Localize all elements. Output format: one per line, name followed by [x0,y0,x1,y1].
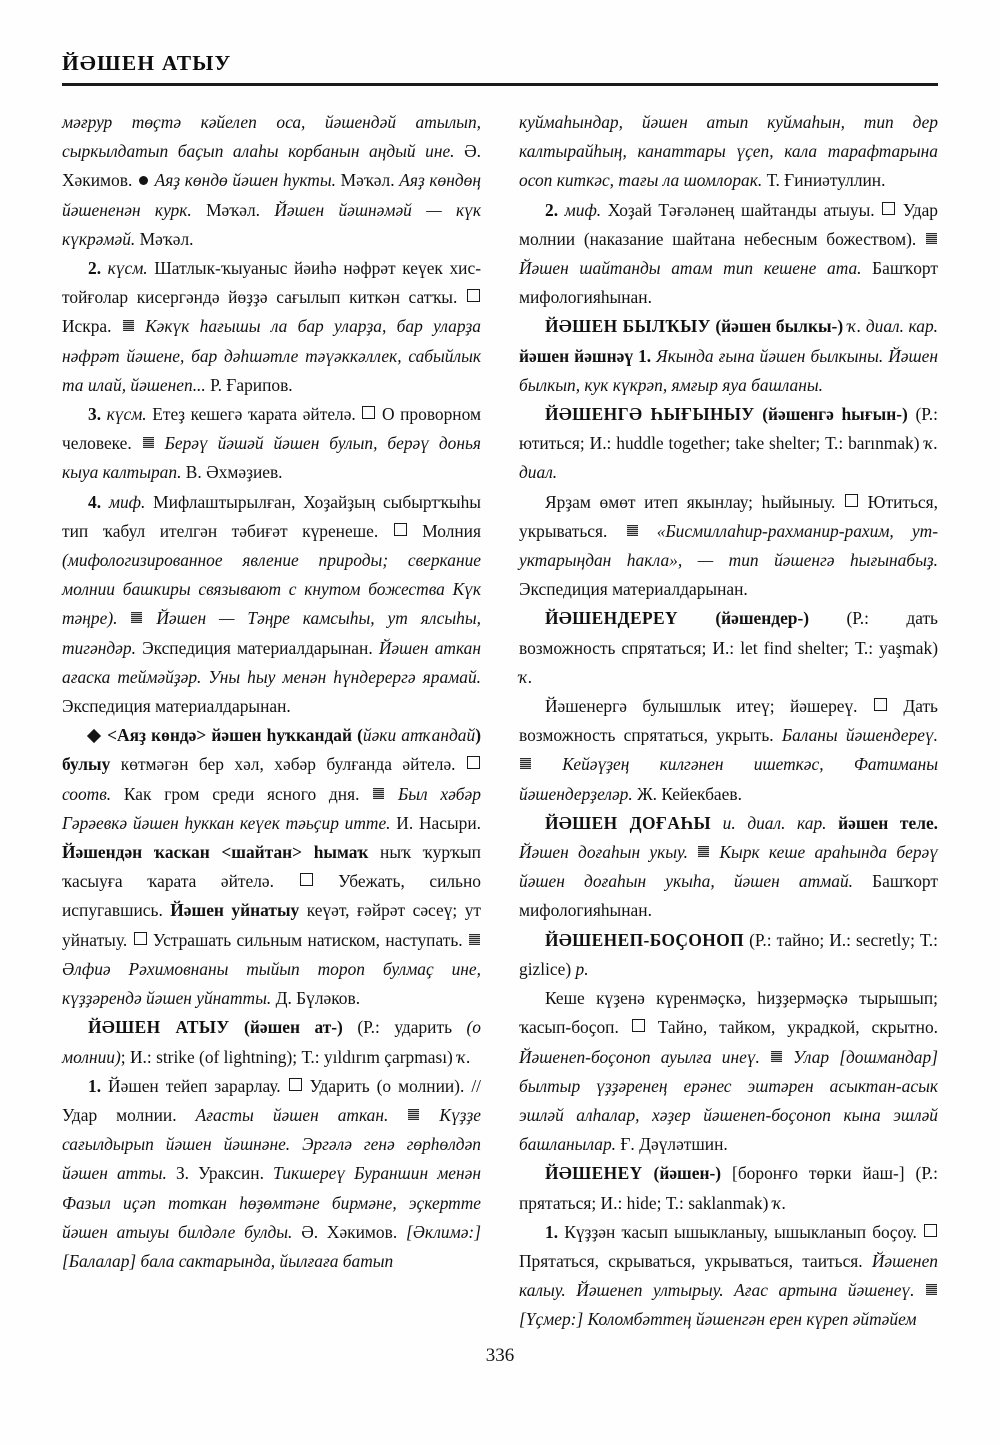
open-square-marker [632,1019,645,1032]
definition-bashkir: ныҡ ҡурҡып ҡасыуға ҡарата әйтелә. [62,842,481,892]
definition-bashkir: Хоҙай Тәғәләнең шайтанды атыуы. [607,199,875,220]
definition-bashkir: Етеҙ кешегә ҡарата әйтелә. [152,404,356,425]
example-source: Д. Бүләков. [275,988,361,1009]
entry-headword: ЙӘШЕН АТЫУ [88,1017,230,1038]
sense-number: 1. [545,1221,559,1242]
example-quote: Берәү йәшәй йәшен булып, берәү донья кыуа калтырап. [62,433,481,483]
example-source: Башҡорт мифологияһынан. [519,871,938,921]
gloss-ru-label: Р.: [921,404,938,425]
sense-number: 3. [88,404,102,425]
example-quote: Йәшенеп калыу. Йәшенеп ултырыу. Ағас артына йәшенеү. [519,1250,938,1301]
text-columns [62,108,938,1335]
proverb-3-label: Мәҡәл. [139,228,194,249]
shaded-square-marker [771,1051,782,1062]
definition-bashkir: Күҙҙән ҡасып ышыкланыу, ышыкланып боҫоу. [564,1221,917,1242]
example-quote: «Бисмиллаһир-рахманир-рахим, ут-уктарыңдан һакла», — тип йәшенгә һығынабыҙ. [519,520,938,571]
entry-yashen-atyu-sense-1 [62,1072,481,1276]
shaded-square-marker [627,525,638,536]
example-quote-bracketed: [Әклимә:] [Балалар] бала сактарында, йылғаға батып [62,1221,481,1271]
definition-russian: Искра. [62,316,112,337]
usage-label: миф. [564,199,602,220]
open-square-marker [289,1078,302,1091]
definition-bashkir: Кеше күҙенә күренмәҫкә, һиҙҙермәҫкә тырышып; ҡасып-боҫоп. [519,988,938,1038]
example-quote: Йәшен аткан ағаска теймәйҙәр. Уны һыу менән һүндерергә ярамай. [62,637,481,687]
example-source: З. Ураксин. [175,1163,264,1184]
gloss-ru-label: Р.: [363,1017,380,1038]
proverb-1: Аяҙ көндө йәшен һукты. [154,170,336,191]
definition-russian: Устрашать сильным натиском, наступать. [152,929,463,950]
example-source: И. Насыри. [396,812,481,833]
gloss-en: huddle together; take shelter; [616,433,821,454]
gloss-ru: ютиться; [519,433,585,454]
gloss-ru: прятаться; [519,1192,597,1213]
part-of-speech: ҡ. [519,666,533,687]
entry-headword: ЙӘШЕНДЕРЕҮ [545,608,678,629]
gloss-en-label: И.: [600,1192,623,1213]
usage-label: миф. [108,491,146,512]
continuation-paragraph [519,108,938,196]
definition-bashkir: көтмәгән бер хәл, хәбәр булғанда әйтелә. [120,754,456,775]
quote-source: Т. Ғиниәтуллин. [766,170,886,191]
gloss-en-label: И.: [129,1046,152,1067]
example-quote: Якында ғына йәшен былкыны. Йәшен былкып, кук күкрәп, ямғыр яуа башланы. [519,345,938,395]
bullet-marker [139,176,148,185]
definition-russian: Удар молнии (наказание шайтана небесным божеством). [519,199,938,249]
gloss-tr: saklanmak) [688,1192,769,1213]
sense-2 [519,196,938,313]
shaded-square-marker [408,1109,419,1120]
example-quote: Кейәүҙең килгәнен ишеткәс, Фатиманы йәшендерҙеләр. [519,754,938,804]
sense-4 [62,488,481,722]
example-source: В. Әхмәҙиев. [185,462,283,483]
example-quote: Кырк кеше араһында берәү йәшен доғаһын укыһа, йәшен атмай. [519,842,938,892]
entry-bosonop-body [519,984,938,1159]
example-quote: Йәшен шайтанды атам тип кешене ата. [519,258,862,279]
running-head-title: ЙӘШЕН АТЫУ [62,51,232,75]
gloss-tr-label: Т.: [301,1046,320,1067]
idiom-variant: йәки атҡандай [362,725,476,746]
example-quote: Йәшенеп-боҫоноп ауылға инеү. [519,1046,760,1067]
definition-russian: Ютиться, укрываться. [519,491,938,541]
sense-number: 1. [88,1075,102,1096]
entry-yashenu: ЙӘШЕНЕҮ (йәшен-) [боронғо төрки йаш-] (Р.: прятаться; И.: hide; Т.: saklanmak) ҡ. [519,1163,938,1213]
proverb-2: Аяҙ көндөң йәшененән курк. [62,170,481,220]
gloss-tr-label: Т.: [919,929,938,950]
gloss-en-label: И.: [589,433,612,454]
entry-yashenderu-body [519,692,938,809]
usage-label: күсм. [106,404,147,425]
shaded-square-marker [123,320,134,331]
shaded-square-marker [373,788,384,799]
shaded-square-marker [926,233,937,244]
sense-2 [62,254,481,400]
entry-labels: диал. кар. [865,316,938,337]
quote-source: Ә. Хәкимов. [62,141,481,191]
etymology: [боронғо төрки йаш-] [732,1163,905,1184]
definition-russian-paren: (мифологизированное явление природы; сверкание молнии башкиры связывают с кнутом божества Күк тәңре). [62,550,481,629]
shaded-square-marker [698,846,709,857]
shaded-square-marker [469,934,480,945]
cross-reference: йәшен йәшнәү [519,345,634,366]
open-square-marker [134,932,147,945]
entry-headword: ЙӘШЕНЕҮ [545,1163,643,1184]
open-square-marker [467,756,480,769]
open-square-marker [882,202,895,215]
open-square-marker [845,494,858,507]
idiom-headword: Йәшендән ҡаскан <шайтан> һымаҡ [62,842,369,863]
proverb-2-label: Мәҡәл. [206,199,260,220]
example-source: Экспедиция материалдарынан. [519,579,748,600]
gloss-tr: yıldırım çarpması) [323,1046,453,1067]
sense-number: 4. [88,491,102,512]
open-square-marker [924,1224,937,1237]
gloss-ru: тайно; [776,929,825,950]
gloss-en: secretly; [856,929,915,950]
definition-bashkir: кеүәт, ғәйрәт сәсеү; ут уйнатыу. [62,900,481,950]
example-quote: Күҙҙе сағылдырып йәшен йәшнәне. Эргәлә генә гөрһөлдәп йәшен атты. [62,1104,481,1184]
example-quote: Баланы йәшендереү. [781,725,938,746]
gloss-ru: ударить [394,1017,453,1038]
gloss-en-label: И.: [829,929,851,950]
entry-headword: ЙӘШЕНЕП-БОҪОНОП [545,929,745,950]
example-quote: Ағасты йәшен аткан. [195,1104,389,1125]
entry-label: диал. [519,462,558,483]
example-source: Башҡорт мифологияһынан. [519,258,938,308]
example-quote-bracketed: [Үҫмер:] Коломбәттең йәшенгән ерен күреп әйтәйем [519,1309,917,1330]
example-quote: Улар [дошмандар] былтыр үҙҙәренең ерәнес эштәрен асыктан-асык эшләй алһалар, хәҙер йәшенеп-боҫоноп кына эшләй башланылар. [519,1046,938,1155]
example-quote: Был хәбәр Гәрәевкә йәшен һуккан кеүек тәьҫир итте. [62,783,481,833]
definition-bashkir: Мифлаштырылған, Хоҙайҙың сыбыртҡыһы тип ҡабул ителгән тәбиғәт күренеше. [62,491,481,541]
entry-yashen-dogahy [519,809,938,926]
definition-bashkir: Шатлык-ҡыуаныс йәиһә нәфрәт кеүек хис-тойғолар кисергәндә йөҙҙә сағылып киткән сатҡы. [62,258,481,308]
quote-text: куймаһындар, йәшен атып куймаһын, тип дер калтырайһың, канаттары үҫеп, кала тарафтарына осоп киткәс, тағы ла шомлорак. [519,112,938,191]
gloss-tr: yaşmak) [879,637,939,658]
column-left [62,108,481,1335]
entry-stem: (йәшен-) [653,1163,722,1184]
gloss-ru: дать возможность спрятаться; [519,608,938,658]
idiom-headword: <Аяҙ көндә> йәшен һуҡкандай ( [107,725,363,746]
gloss-tr-label: Т.: [665,1192,684,1213]
gloss-en: strike (of lightning) [156,1046,293,1067]
definition-russian: Молния [422,520,481,541]
entry-stem: (йәшенгә һығын-) [762,404,908,425]
definition-russian: Ударить (о молнии). // Удар молнии. [62,1075,481,1125]
open-square-marker [874,698,887,711]
definition-russian: Дать возможность спрятаться, укрыть. [519,696,938,746]
definition-bashkir: Йәшен тейеп зарарлау. [108,1075,281,1096]
definition-russian: О проворном человеке. [62,404,481,454]
entry-labels: диал. кар. [747,812,827,833]
entry-hyginiu-body [519,488,938,605]
entry-stem: (йәшен былкы-) [715,316,844,337]
gloss-ru-paren: (о молнии) [62,1017,481,1067]
entry-yashen-atyu: ЙӘШЕН АТЫУ (йәшен ат-) (Р.: ударить (о молнии); И.: strike (of lightning); Т.: yıldırım çarpması) ҡ. [62,1017,481,1067]
example-quote: Йәшен доғаһын укыу. [519,842,688,863]
example-source: Ә. Хәкимов. [301,1221,398,1242]
running-head [62,52,938,86]
entry-yashenderu: ЙӘШЕНДЕРЕҮ (йәшендер-) (Р.: дать возможность спрятаться; И.: let find shelter; Т.: yaşmak) ҡ. [519,608,939,687]
gloss-en-label: И.: [712,637,735,658]
cross-reference-sense: 1. [638,345,652,366]
example-source: Ғ. Дәүләтшин. [620,1134,728,1155]
sense-number: 2. [545,199,559,220]
example-source: Экспедиция материалдарынан. [62,696,291,717]
proverb-1-label: Мәҡәл. [340,170,395,191]
open-square-marker [394,523,407,536]
gloss-tr: barınmak) [848,433,920,454]
shaded-square-marker [143,437,154,448]
open-square-marker [362,406,375,419]
sense-3 [62,400,481,488]
idiom-headword: Йәшен уйнатыу [170,900,300,921]
entry-headword: ЙӘШЕН ДОҒАҺЫ [545,812,711,833]
usage-label: күсм. [107,258,148,279]
gloss-ru-label: Р.: [852,608,869,629]
example-quote: Кәкүк һағышы ла бар уларҙа, бар уларҙа нәфрәт йәшене, бар дәһшәтле тәүәккәллек, сабыйлык та илай, йәшенеп... [62,316,481,395]
gloss-tr-label: Т.: [854,637,874,658]
part-of-speech: ҡ. [457,1046,471,1067]
entry-headword: ЙӘШЕНГӘ ҺЫҒЫНЫУ [545,404,755,425]
part-of-speech: р. [575,958,589,979]
gloss-ru-label: Р.: [921,1163,938,1184]
cross-reference: йәшен теле. [838,812,939,833]
example-source: Экспедиция материалдарынан. [142,637,373,658]
example-quote: Йәшен — Тәңре камсыһы, ут ялсыһы, тигәндәр. [62,608,481,658]
running-head-rule [62,83,938,86]
example-quote: Әлфиә Рәхимовнаны тыйып тороп булмаҫ ине, күҙҙәрендә йәшен уйнатты. [62,958,481,1009]
quote-text: мәғрур төҫтә кәйелеп оса, йәшендәй атылып, сыркылдатып баҫып алаһы корбанын аңдый ине. [62,112,481,162]
shaded-square-marker [520,758,531,769]
gloss-ru-label: Р.: [754,929,772,950]
sense-number: 2. [88,258,102,279]
gloss-tr: gizlice) [519,958,572,979]
part-of-speech: ҡ. [847,316,862,337]
entry-yashenep-bosonop: ЙӘШЕНЕП-БОҪОНОП (Р.: тайно; И.: secretly; Т.: gizlice) р. [519,929,938,979]
gloss-en: hide; [626,1192,662,1213]
part-of-speech: ҡ. [772,1192,787,1213]
example-quote: Тикшереү Бураншин менән Фазыл иҫәп тоткан һөҙөмтәне бирмәне, эҫкертте йәшен атыуы билдәле булды. [62,1163,481,1242]
definition-bashkir: Ярҙам өмөт итеп якынлау; һыйыныу. [545,491,836,512]
definition-russian: Прятаться, скрываться, укрываться, таиться. [519,1250,863,1271]
gloss-tr-label: Т.: [825,433,844,454]
entry-yashen-bylqyu [519,312,938,400]
page-number: 336 [485,1345,515,1366]
definition-russian: Убежать, сильно испугавшись. [62,871,481,921]
definition-bashkir: Йәшенергә булышлык итеү; йәшереү. [545,696,858,717]
diamond-marker [87,729,101,743]
open-square-marker [467,289,480,302]
shaded-square-marker [131,612,142,623]
entry-headword: ЙӘШЕН БЫЛҠЫУ [545,316,711,337]
idiom-1 [62,721,481,1013]
gloss-en: let find shelter; [740,637,849,658]
open-square-marker [300,873,313,886]
entry-stem: (йәшендер-) [715,608,810,629]
part-of-speech: и. [722,812,736,833]
definition-russian: Как гром среди ясного дня. [123,783,360,804]
proverb-3: Йәшен йәшнәмәй — күк күкрәмәй. [62,199,481,249]
idiom-headword-tail: ) булыу [62,725,481,775]
entry-yashenu-sense-1 [519,1218,938,1335]
correspondence-label: соотв. [62,783,112,804]
shaded-square-marker [926,1284,937,1295]
entry-stem: (йәшен ат-) [244,1017,343,1038]
part-of-speech: ҡ. [924,433,938,454]
entry-yashenga-hyginiu: ЙӘШЕНГӘ ҺЫҒЫНЫУ (йәшенгә һығын-) (Р.: ютиться; И.: huddle together; take shelter; Т.: barınmak) ҡ. диал. [519,404,938,483]
example-source: Р. Ғарипов. [210,374,293,395]
continuation-paragraph [62,108,481,254]
column-right [519,108,938,1335]
definition-russian: Тайно, тайком, украдкой, скрытно. [657,1017,938,1038]
example-source: Ж. Кейекбаев. [637,783,742,804]
